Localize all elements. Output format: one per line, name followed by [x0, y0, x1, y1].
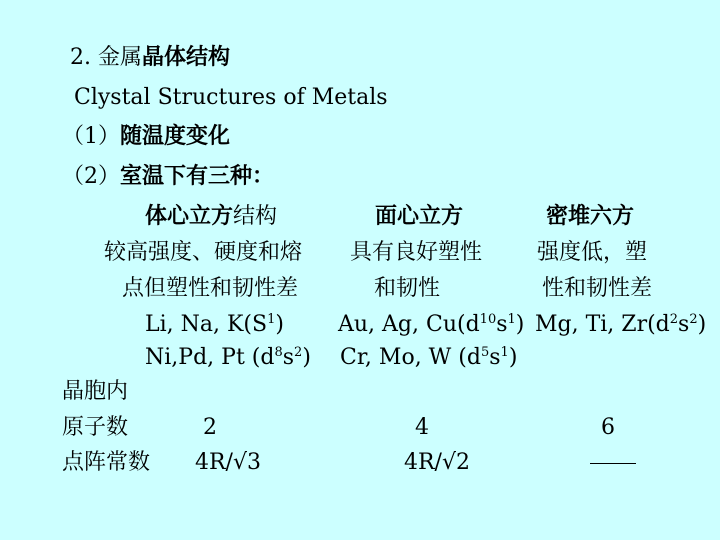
bcc-ex1-prefix: Li, Na, K(S [145, 312, 268, 337]
fcc-ex2-sup2: 1 [500, 345, 509, 360]
bcc-examples-line1 [145, 312, 284, 338]
bcc-ex2-sup2: 2 [294, 345, 303, 360]
point-1 [62, 123, 230, 150]
bcc-title-bold: 体心立方 [145, 203, 234, 229]
fcc-examples-line1 [338, 312, 524, 338]
point-1-marker: （1） [62, 124, 120, 149]
heading-prefix: 金属 [98, 45, 143, 70]
fcc-lattice-constant: 4R/√2 [404, 450, 470, 475]
row-label-lattice-constant: 点阵常数 [62, 450, 151, 475]
point-2-text: 室温下有三种： [120, 163, 275, 189]
fcc-ex1-mid: s [496, 312, 508, 337]
bcc-ex2-suffix: ) [302, 345, 311, 370]
heading-bold: 晶体结构 [142, 44, 231, 70]
fcc-ex2-prefix: Cr, Mo, W (d [340, 345, 481, 370]
fcc-ex1-sup1: 10 [479, 312, 497, 327]
bcc-ex2-sup1: 8 [274, 345, 283, 360]
point-2 [62, 163, 274, 190]
fcc-ex1-sup2: 1 [507, 312, 516, 327]
bcc-lattice-constant: 4R/√3 [195, 450, 261, 475]
bcc-ex1-sup: 1 [267, 312, 276, 327]
hcp-ex1-prefix: Mg, Ti, Zr(d [535, 312, 670, 337]
bcc-title-rest: 结构 [233, 204, 278, 229]
hcp-atom-count: 6 [601, 415, 615, 440]
fcc-ex1-suffix: ) [515, 312, 525, 337]
fcc-property-line1: 具有良好塑性 [350, 240, 483, 265]
hcp-examples-line1 [535, 312, 706, 338]
hcp-lattice-dash [590, 450, 636, 476]
hcp-property-line2: 性和韧性差 [542, 276, 653, 301]
point-2-marker: （2） [62, 164, 120, 189]
row-label-cell-inner: 晶胞内 [62, 379, 129, 404]
fcc-ex2-suffix: ) [508, 345, 518, 370]
bcc-atom-count: 2 [203, 415, 217, 440]
bcc-examples-line2 [145, 345, 311, 371]
row-label-atom-count: 原子数 [62, 415, 129, 440]
hcp-ex1-mid: s [678, 312, 690, 337]
fcc-ex1-prefix: Au, Ag, Cu(d [338, 312, 480, 337]
hcp-ex1-sup1: 2 [669, 312, 679, 327]
hcp-ex1-suffix: ) [697, 312, 707, 337]
hcp-ex1-sup2: 2 [689, 312, 698, 327]
bcc-ex2-prefix: Ni,Pd, Pt (d [145, 345, 275, 370]
section-heading [70, 44, 230, 71]
bcc-property-line1: 较高强度、硬度和熔 [104, 240, 303, 265]
fcc-title: 面心立方 [375, 203, 464, 229]
heading-number: 2. [70, 45, 91, 70]
subtitle: Clystal Structures of Metals [74, 85, 388, 110]
fcc-ex2-mid: s [489, 345, 501, 370]
fcc-examples-line2 [340, 345, 517, 371]
bcc-property-line2: 点但塑性和韧性差 [122, 276, 299, 301]
fcc-atom-count: 4 [415, 415, 429, 440]
bcc-ex2-mid: s [282, 345, 295, 370]
bcc-ex1-suffix: ) [275, 312, 284, 337]
point-1-text: 随温度变化 [120, 123, 231, 149]
fcc-property-line2: 和韧性 [374, 276, 441, 301]
bcc-title [145, 203, 277, 230]
fcc-ex2-sup1: 5 [480, 345, 490, 360]
hcp-title: 密堆六方 [546, 203, 635, 229]
hcp-property-line1: 强度低，塑 [537, 240, 648, 265]
